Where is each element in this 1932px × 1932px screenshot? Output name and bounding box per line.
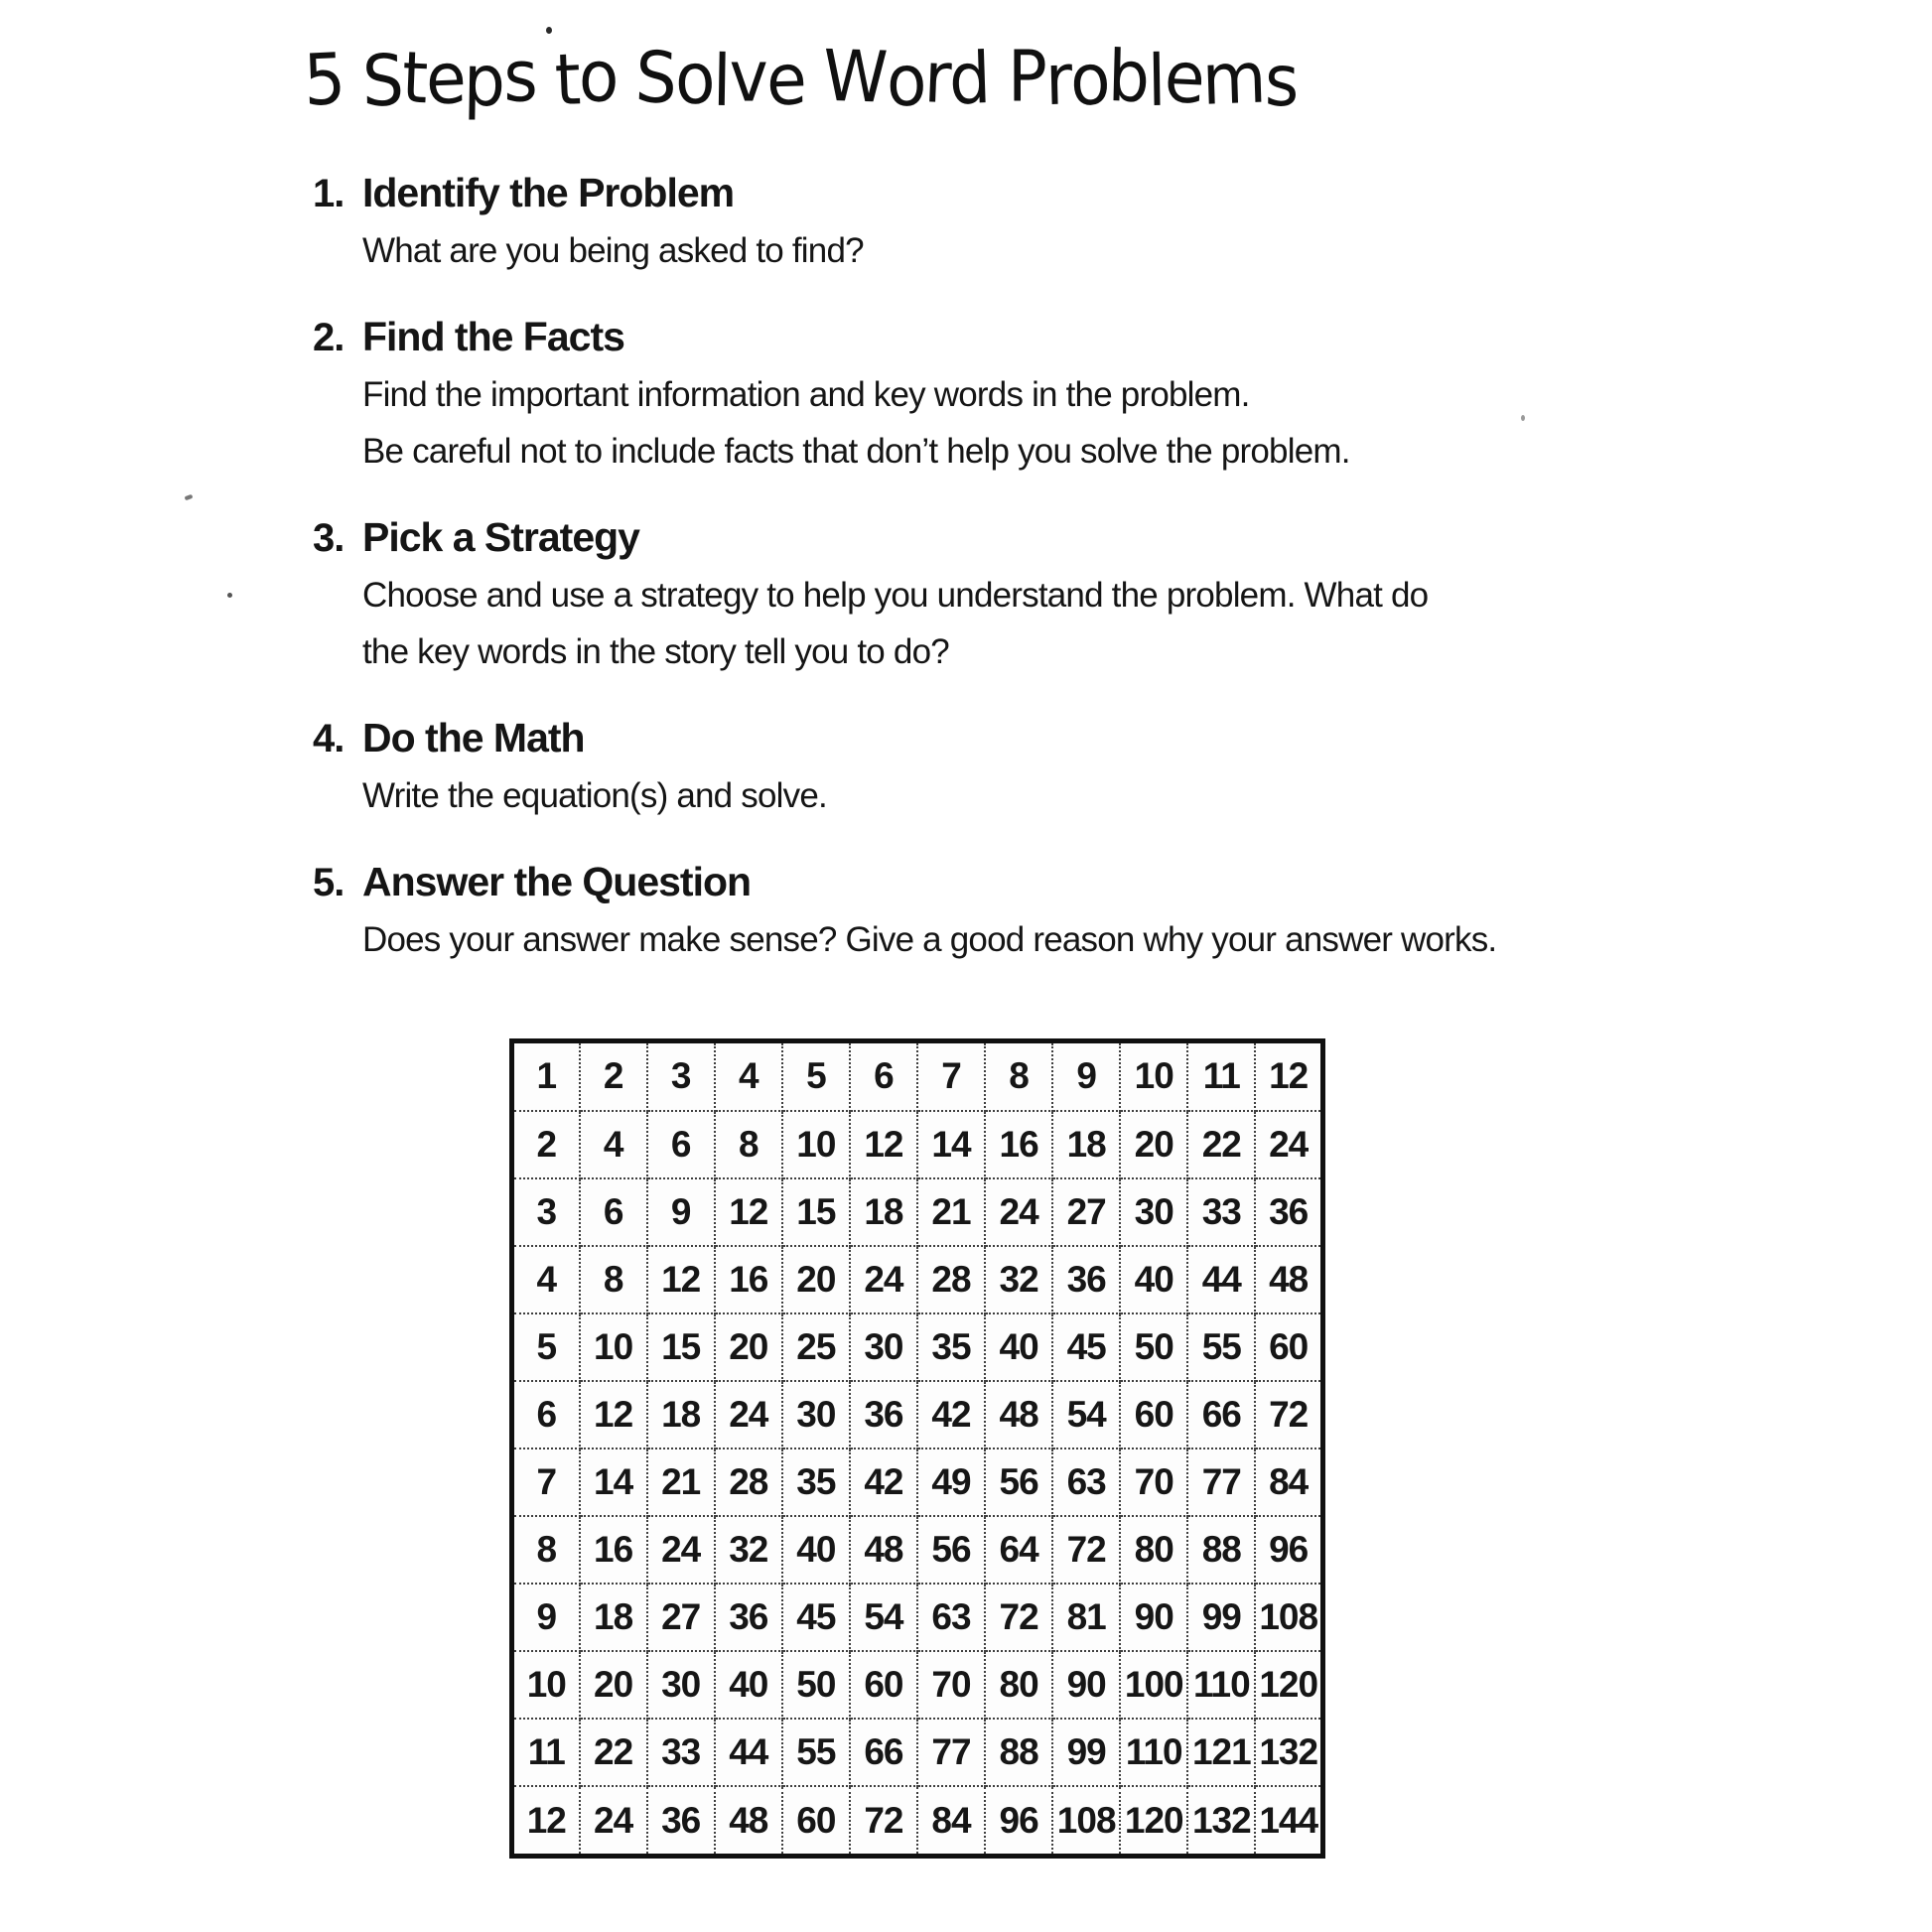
table-row (512, 1381, 1323, 1449)
table-row (512, 1516, 1323, 1584)
table-cell: 30 (782, 1381, 850, 1449)
table-cell: 4 (512, 1246, 580, 1313)
table-cell: 18 (850, 1178, 917, 1246)
table-row (512, 1651, 1323, 1719)
table-cell: 50 (1120, 1313, 1187, 1381)
table-cell: 33 (1187, 1178, 1255, 1246)
table-cell: 6 (647, 1111, 715, 1178)
table-cell: 20 (580, 1651, 647, 1719)
table-cell: 55 (1187, 1313, 1255, 1381)
table-cell: 33 (647, 1719, 715, 1786)
table-cell: 24 (580, 1786, 647, 1857)
step-description-line: Be careful not to include facts that don’t help you solve the problem. (362, 432, 1350, 471)
table-cell: 66 (850, 1719, 917, 1786)
table-cell: 40 (985, 1313, 1052, 1381)
table-cell: 45 (1052, 1313, 1120, 1381)
table-cell: 48 (715, 1786, 782, 1857)
table-cell: 70 (1120, 1449, 1187, 1516)
table-cell: 30 (850, 1313, 917, 1381)
title-area (0, 0, 1600, 125)
table-cell: 36 (850, 1381, 917, 1449)
table-cell: 60 (782, 1786, 850, 1857)
step-heading: Find the Facts (362, 314, 624, 359)
step-description-line: the key words in the story tell you to do? (362, 632, 949, 671)
table-cell: 35 (782, 1449, 850, 1516)
table-cell: 45 (782, 1584, 850, 1651)
table-cell: 20 (782, 1246, 850, 1313)
step-description-line: Does your answer make sense? Give a good reason why your answer works. (362, 920, 1497, 959)
table-cell: 60 (850, 1651, 917, 1719)
table-cell: 60 (1120, 1381, 1187, 1449)
table-cell: 28 (917, 1246, 985, 1313)
table-cell: 72 (1052, 1516, 1120, 1584)
table-cell: 4 (580, 1111, 647, 1178)
table-cell: 64 (985, 1516, 1052, 1584)
step-heading: Identify the Problem (362, 170, 735, 215)
table-cell: 132 (1187, 1786, 1255, 1857)
step-number: 3. (313, 516, 345, 560)
table-cell: 49 (917, 1449, 985, 1516)
step-heading-row (313, 309, 1544, 366)
table-cell: 54 (1052, 1381, 1120, 1449)
table-cell: 84 (917, 1786, 985, 1857)
table-cell: 81 (1052, 1584, 1120, 1651)
step-number: 1. (313, 172, 345, 215)
step-description-line: Choose and use a strategy to help you understand the problem. What do (362, 576, 1429, 615)
table-cell: 77 (1187, 1449, 1255, 1516)
table-cell: 15 (782, 1178, 850, 1246)
table-cell: 63 (1052, 1449, 1120, 1516)
table-cell: 120 (1255, 1651, 1322, 1719)
table-cell: 40 (782, 1516, 850, 1584)
steps-list (313, 165, 1544, 968)
scan-speck (185, 494, 194, 500)
table-cell: 12 (850, 1111, 917, 1178)
table-cell: 21 (917, 1178, 985, 1246)
table-cell: 8 (512, 1516, 580, 1584)
table-cell: 2 (512, 1111, 580, 1178)
table-cell: 72 (850, 1786, 917, 1857)
table-cell: 24 (985, 1178, 1052, 1246)
table-cell: 16 (580, 1516, 647, 1584)
table-row (512, 1246, 1323, 1313)
table-cell: 44 (1187, 1246, 1255, 1313)
table-cell: 25 (782, 1313, 850, 1381)
table-cell: 27 (1052, 1178, 1120, 1246)
table-cell: 30 (1120, 1178, 1187, 1246)
table-cell: 10 (782, 1111, 850, 1178)
table-cell: 121 (1187, 1719, 1255, 1786)
table-cell: 56 (985, 1449, 1052, 1516)
table-cell: 5 (782, 1041, 850, 1111)
table-cell: 20 (715, 1313, 782, 1381)
step-description-line: Find the important information and key words in the problem. (362, 375, 1250, 414)
table-cell: 24 (647, 1516, 715, 1584)
table-cell: 5 (512, 1313, 580, 1381)
table-cell: 4 (715, 1041, 782, 1111)
table-cell: 28 (715, 1449, 782, 1516)
table-cell: 88 (1187, 1516, 1255, 1584)
table-cell: 18 (1052, 1111, 1120, 1178)
table-cell: 132 (1255, 1719, 1322, 1786)
table-cell: 9 (512, 1584, 580, 1651)
step-answer-the-question (313, 854, 1544, 968)
table-cell: 42 (850, 1449, 917, 1516)
table-cell: 18 (647, 1381, 715, 1449)
table-cell: 12 (1255, 1041, 1322, 1111)
table-cell: 99 (1052, 1719, 1120, 1786)
table-cell: 70 (917, 1651, 985, 1719)
table-cell: 8 (715, 1111, 782, 1178)
table-cell: 48 (850, 1516, 917, 1584)
step-heading: Pick a Strategy (362, 514, 639, 560)
step-heading: Do the Math (362, 715, 585, 760)
table-cell: 8 (580, 1246, 647, 1313)
table-cell: 32 (985, 1246, 1052, 1313)
step-heading-row (313, 710, 1544, 767)
table-cell: 24 (850, 1246, 917, 1313)
step-identify-the-problem (313, 165, 1544, 279)
table-cell: 6 (850, 1041, 917, 1111)
table-cell: 24 (1255, 1111, 1322, 1178)
table-cell: 32 (715, 1516, 782, 1584)
table-cell: 11 (512, 1719, 580, 1786)
table-cell: 9 (647, 1178, 715, 1246)
table-cell: 22 (580, 1719, 647, 1786)
table-cell: 66 (1187, 1381, 1255, 1449)
table-row (512, 1041, 1323, 1111)
table-cell: 44 (715, 1719, 782, 1786)
table-cell: 108 (1255, 1584, 1322, 1651)
step-heading-row (313, 165, 1544, 222)
table-cell: 56 (917, 1516, 985, 1584)
scan-speck (1521, 415, 1525, 421)
multiplication-table (509, 1038, 1325, 1859)
step-number: 2. (313, 316, 345, 359)
step-heading-row (313, 854, 1544, 911)
step-pick-a-strategy (313, 509, 1544, 680)
table-cell: 36 (647, 1786, 715, 1857)
table-cell: 27 (647, 1584, 715, 1651)
table-cell: 16 (715, 1246, 782, 1313)
table-cell: 20 (1120, 1111, 1187, 1178)
table-cell: 36 (1255, 1178, 1322, 1246)
table-cell: 108 (1052, 1786, 1120, 1857)
table-cell: 80 (1120, 1516, 1187, 1584)
table-cell: 2 (580, 1041, 647, 1111)
table-cell: 21 (647, 1449, 715, 1516)
table-cell: 3 (512, 1178, 580, 1246)
table-cell: 72 (1255, 1381, 1322, 1449)
table-cell: 12 (512, 1786, 580, 1857)
table-cell: 55 (782, 1719, 850, 1786)
table-cell: 88 (985, 1719, 1052, 1786)
table-cell: 40 (715, 1651, 782, 1719)
table-cell: 84 (1255, 1449, 1322, 1516)
table-cell: 36 (715, 1584, 782, 1651)
table-cell: 22 (1187, 1111, 1255, 1178)
step-heading: Answer the Question (362, 859, 752, 904)
table-cell: 54 (850, 1584, 917, 1651)
table-cell: 11 (1187, 1041, 1255, 1111)
table-cell: 40 (1120, 1246, 1187, 1313)
table-cell: 100 (1120, 1651, 1187, 1719)
table-cell: 7 (917, 1041, 985, 1111)
table-cell: 80 (985, 1651, 1052, 1719)
table-cell: 72 (985, 1584, 1052, 1651)
table-cell: 24 (715, 1381, 782, 1449)
table-cell: 6 (580, 1178, 647, 1246)
table-cell: 12 (580, 1381, 647, 1449)
table-cell: 90 (1052, 1651, 1120, 1719)
table-cell: 120 (1120, 1786, 1187, 1857)
table-cell: 10 (512, 1651, 580, 1719)
table-row (512, 1719, 1323, 1786)
table-cell: 96 (985, 1786, 1052, 1857)
table-cell: 6 (512, 1381, 580, 1449)
table-cell: 144 (1255, 1786, 1322, 1857)
table-row (512, 1584, 1323, 1651)
table-cell: 50 (782, 1651, 850, 1719)
table-cell: 110 (1120, 1719, 1187, 1786)
step-do-the-math (313, 710, 1544, 824)
table-cell: 14 (917, 1111, 985, 1178)
table-cell: 12 (647, 1246, 715, 1313)
table-cell: 96 (1255, 1516, 1322, 1584)
step-description-line: What are you being asked to find? (362, 231, 864, 270)
table-cell: 63 (917, 1584, 985, 1651)
table-cell: 36 (1052, 1246, 1120, 1313)
step-find-the-facts (313, 309, 1544, 480)
table-cell: 60 (1255, 1313, 1322, 1381)
table-cell: 15 (647, 1313, 715, 1381)
step-number: 5. (313, 861, 345, 904)
step-description-line: Write the equation(s) and solve. (362, 776, 827, 815)
table-cell: 10 (1120, 1041, 1187, 1111)
table-cell: 48 (985, 1381, 1052, 1449)
table-cell: 90 (1120, 1584, 1187, 1651)
table-cell: 9 (1052, 1041, 1120, 1111)
table-cell: 48 (1255, 1246, 1322, 1313)
step-number: 4. (313, 717, 345, 760)
table-cell: 3 (647, 1041, 715, 1111)
table-cell: 35 (917, 1313, 985, 1381)
table-cell: 7 (512, 1449, 580, 1516)
table-cell: 99 (1187, 1584, 1255, 1651)
table-row (512, 1111, 1323, 1178)
table-cell: 12 (715, 1178, 782, 1246)
table-cell: 1 (512, 1041, 580, 1111)
table-row (512, 1178, 1323, 1246)
table-cell: 18 (580, 1584, 647, 1651)
table-cell: 10 (580, 1313, 647, 1381)
table-cell: 42 (917, 1381, 985, 1449)
table-cell: 77 (917, 1719, 985, 1786)
step-heading-row (313, 509, 1544, 567)
scan-speck (227, 593, 232, 598)
table-row (512, 1313, 1323, 1381)
page-title: 5 Steps to Solve Word Problems (302, 34, 1298, 123)
table-row (512, 1449, 1323, 1516)
table-cell: 8 (985, 1041, 1052, 1111)
table-cell: 16 (985, 1111, 1052, 1178)
table-cell: 30 (647, 1651, 715, 1719)
table-cell: 14 (580, 1449, 647, 1516)
table-cell: 110 (1187, 1651, 1255, 1719)
table-row (512, 1786, 1323, 1857)
